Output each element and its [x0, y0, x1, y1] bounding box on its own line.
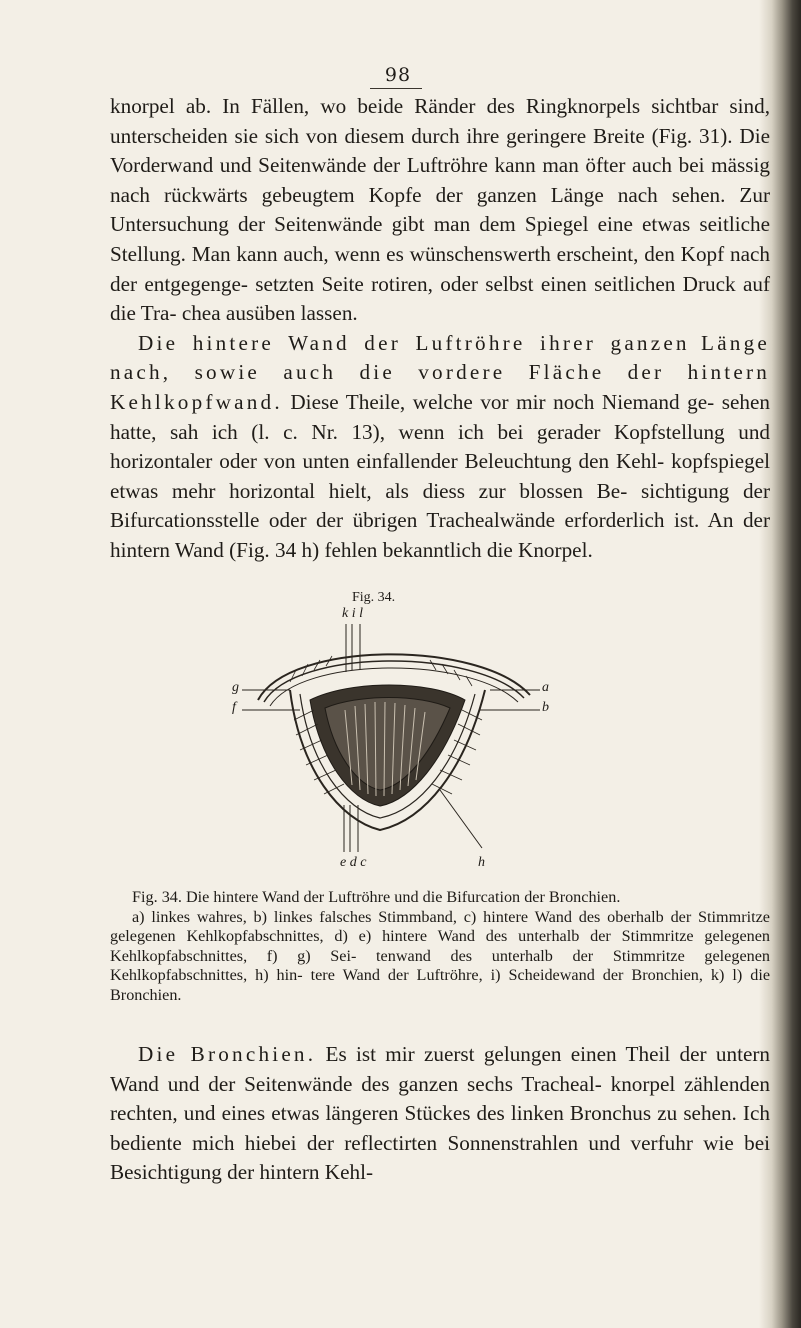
section-first-line-rest: Es ist mir zuerst gelungen einen Theil der [316, 1042, 707, 1066]
caption-title: Fig. 34. Die hintere Wand der Luftröhre und die Bifurcation der Bronchien. [132, 888, 621, 906]
paragraph-2 [110, 329, 770, 566]
paragraph-1 [110, 92, 770, 329]
body-text [110, 92, 770, 566]
p1-line-7: wenn es wünschenswerth erscheint, den Kopf nach der entgegenge- [110, 241, 770, 296]
caption-line-3: Wand des unterhalb der Stimmritze gelegenen Kehlkopfabschnittes, f) g) Sei- [110, 927, 771, 965]
figure-title: Fig. 34. [352, 590, 396, 605]
figure-label-h: h [478, 855, 485, 870]
figure-label-g: g [232, 680, 239, 695]
figure-label-b: b [542, 700, 549, 715]
caption-line-1: a) linkes wahres, b) linkes falsches Stimmband, c) hintere Wand [132, 907, 572, 926]
section-line-2: untern Wand und der Seitenwände des ganzen sechs Tracheal- [110, 1042, 771, 1096]
caption-line-2: des oberhalb der Stimmritze gelegenen Kehlkopfabschnittes, d) e) hintere [110, 907, 770, 946]
p2-line-5: und horizontaler oder von unten einfallender Beleuchtung den Kehl- [110, 419, 771, 474]
section-bronchien [110, 1040, 770, 1188]
section-line-4: linken Bronchus zu sehen. Ich bediente mich hiebei der reflectirten [110, 1101, 770, 1155]
p1-line-1: knorpel ab. In Fällen, wo beide Ränder des Ringknorpels sichtbar [110, 94, 719, 118]
caption-body [110, 908, 770, 1006]
p1-line-4: man öfter auch bei mässig nach rückwärts gebeugtem Kopfe der [110, 153, 770, 207]
p2-rest-3: Diese Theile, welche vor mir noch Niemand ge- [282, 389, 715, 414]
page-number-rule [370, 88, 422, 89]
figure-label-f: f [232, 700, 236, 715]
p2-line-4: sehen hatte, sah ich (l. c. Nr. 13), wenn ich bei gerader Kopfstellung [110, 389, 771, 444]
p2-lead-2: Länge nach, sowie auch die vordere Fläche der hintern [110, 330, 770, 385]
p1-line-5: ganzen Länge nach sehen. Zur Untersuchung der Seitenwände gibt [110, 182, 771, 237]
section-line-5: Sonnenstrahlen und verfuhr wie bei Besichtigung der hintern Kehl- [110, 1130, 770, 1185]
p2-lead-1: Die hintere Wand der Luftröhre ihrer ganzen [138, 330, 690, 355]
section-heading: Die Bronchien. [138, 1042, 317, 1066]
figure-label-a: a [542, 680, 549, 695]
p1-line-8: setzten Seite rotiren, oder selbst einen seitlichen Druck auf die Tra- [110, 271, 771, 326]
p2-line-9: die Knorpel. [486, 537, 593, 562]
caption-line-4: tenwand des unterhalb der Stimmritze gelegenen Kehlkopfabschnittes, h) hin- [110, 946, 771, 985]
page-number: 98 [384, 64, 412, 86]
p2-line-8: erforderlich ist. An der hintern Wand (Fig. 34 h) fehlen bekanntlich [110, 508, 771, 562]
figure-34-illustration [230, 590, 550, 890]
p1-line-6: man dem Spiegel eine etwas seitliche Stellung. Man kann auch, [110, 212, 770, 266]
figure-caption [110, 888, 770, 1006]
figure-bottom-labels: e d c [340, 855, 367, 870]
p2-lead-3: Kehlkopfwand. [110, 389, 283, 414]
p2-line-7: sichtigung der Bifurcationsstelle oder der übrigen Trachealwände [110, 478, 771, 533]
p1-line-9: chea ausüben lassen. [181, 301, 358, 326]
p1-line-3: (Fig. 31). Die Vorderwand und Seitenwände der Luftröhre kann [110, 123, 771, 178]
figure-top-labels: k i l [342, 606, 363, 621]
p1-line-2: sind, unterscheiden sie sich von diesem durch ihre geringere Breite [110, 94, 770, 148]
section-line-3: knorpel zählenden rechten, und eines etwas längeren Stückes des [110, 1071, 770, 1126]
section-paragraph [110, 1040, 770, 1188]
caption-line-5: tere Wand der Luftröhre, i) Scheidewand der Bronchien, k) l) die Bronchien. [110, 966, 771, 1004]
p2-line-6: kopfspiegel etwas mehr horizontal hielt, als diess zur blossen Be- [110, 449, 770, 503]
